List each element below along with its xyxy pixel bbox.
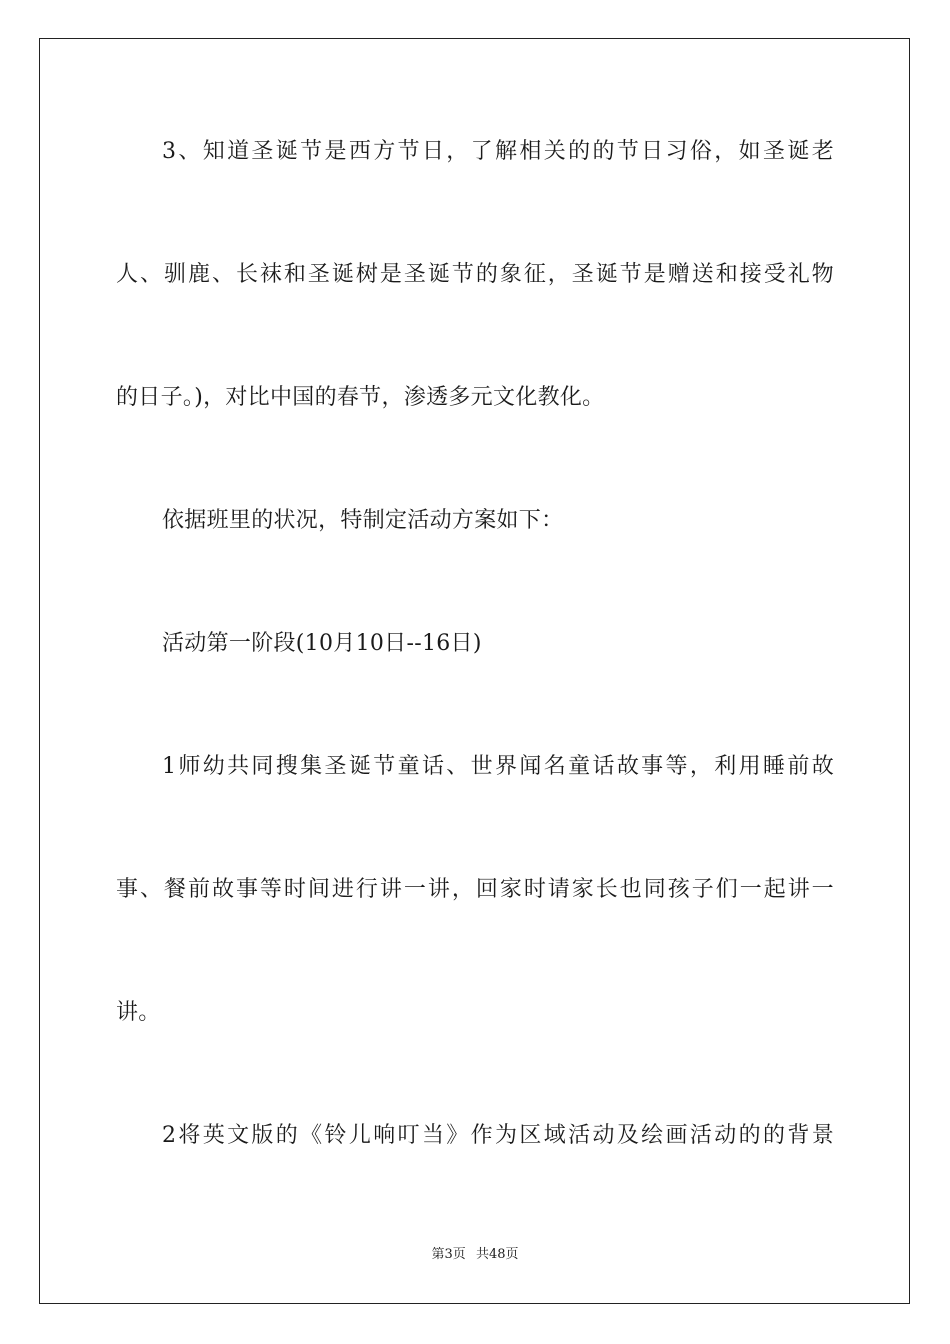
- paragraph-4-line-2: 事、餐前故事等时间进行讲一讲，回家时请家长也同孩子们一起讲一: [116, 877, 834, 902]
- paragraph-2-line-1: 依据班里的状况，特制定活动方案如下：: [162, 508, 564, 533]
- page-total: 共48页: [475, 1247, 519, 1262]
- page-number: 第3页: [431, 1247, 466, 1262]
- paragraph-4-line-1: 1师幼共同搜集圣诞节童话、世界闻名童话故事等，利用睡前故: [162, 754, 834, 779]
- page-border: [39, 38, 910, 1304]
- paragraph-1-line-1: 3、知道圣诞节是西方节日，了解相关的的节日习俗，如圣诞老: [162, 139, 834, 164]
- paragraph-4-line-3: 讲。: [116, 1000, 161, 1025]
- paragraph-1-line-3: 的日子。)，对比中国的春节，渗透多元文化教化。: [116, 385, 605, 410]
- paragraph-1-line-2: 人、驯鹿、长袜和圣诞树是圣诞节的象征，圣诞节是赠送和接受礼物: [116, 262, 834, 287]
- page-footer: [0, 1246, 950, 1264]
- paragraph-5-line-1: 2将英文版的《铃儿响叮当》作为区域活动及绘画活动的的背景: [162, 1123, 834, 1148]
- paragraph-3-line-1: 活动第一阶段(10月10日--16日): [162, 631, 482, 656]
